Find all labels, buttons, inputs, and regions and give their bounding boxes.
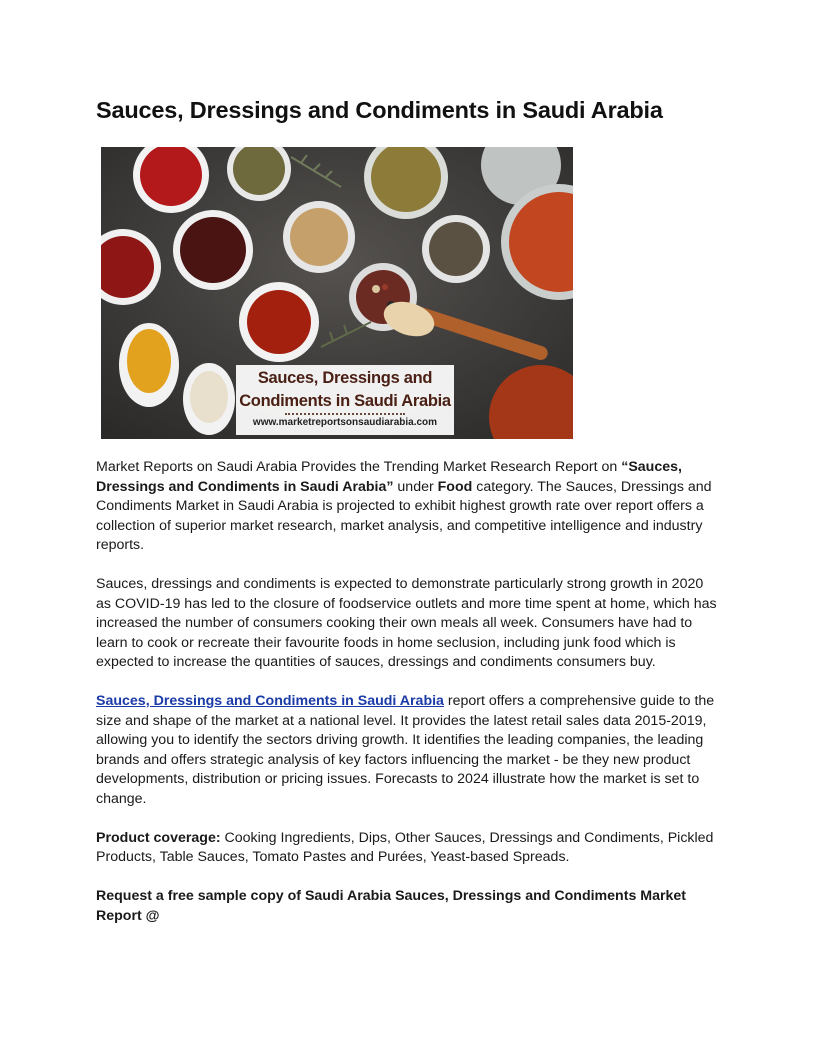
- paragraph-coverage: [96, 829, 720, 868]
- report-link[interactable]: Sauces, Dressings and Condiments in Saudi Arabia: [96, 693, 444, 709]
- hero-banner: [236, 365, 454, 435]
- page-title: Sauces, Dressings and Condiments in Saudi Arabia: [96, 97, 663, 123]
- intro-rest: category. The Sauces, Dressings and Condiments Market in Saudi Arabia is projected to exhibit highest growth rate over report offers a collection of superior market research, market analysis, and competitive intelligence and industry reports.: [96, 478, 712, 553]
- banner-url: www.marketreportsonsaudiarabia.com: [252, 417, 438, 428]
- banner-title-line2: Condiments in Saudi Arabia: [239, 392, 451, 410]
- paragraph-request: [96, 887, 720, 926]
- coverage-label: Product coverage:: [96, 829, 221, 846]
- banner-divider: [285, 413, 405, 415]
- paragraph-growth: Sauces, dressings and condiments is expected to demonstrate particularly strong growth in 2020 as COVID-19 has led to the closure of foodservice outlets and more time spent at home, which has increased the number of consumers cooking their own meals all week. Consumers have had to learn to cook or recreate their favourite foods in home seclusion, including junk food which is expected to increase the quantities of sauces, dressings and condiments consumers buy.: [96, 576, 717, 670]
- banner-title-line1: Sauces, Dressings and: [257, 369, 433, 387]
- intro-text: Market Reports on Saudi Arabia Provides the Trending Market Research Report on: [96, 459, 622, 475]
- paragraph-report: [96, 692, 720, 809]
- hero-image: [101, 147, 573, 439]
- paragraph-intro: [96, 458, 720, 556]
- article-body: [96, 458, 720, 946]
- category-name: Food: [437, 478, 473, 495]
- report-description: report offers a comprehensive guide to the size and shape of the market at a national level. It provides the latest retail sales data 2015-2019, allowing you to identify the sectors driving growth. It identifies the leading companies, the leading brands and offers strategic analysis of key factors influencing the market - be they new product developments, distribution or pricing issues. Forecasts to 2024 illustrate how the market is set to change.: [96, 693, 715, 807]
- under-text: under: [393, 478, 438, 495]
- report-name: “Sauces, Dressings and Condiments in Saudi Arabia”: [96, 459, 682, 495]
- coverage-text: Cooking Ingredients, Dips, Other Sauces, Dressings and Condiments, Pickled Products, Table Sauces, Tomato Pastes and Purées, Yeast-based Spreads.: [96, 829, 714, 865]
- request-sample-text: Request a free sample copy of Saudi Arabia Sauces, Dressings and Condiments Market Report @: [96, 888, 687, 924]
